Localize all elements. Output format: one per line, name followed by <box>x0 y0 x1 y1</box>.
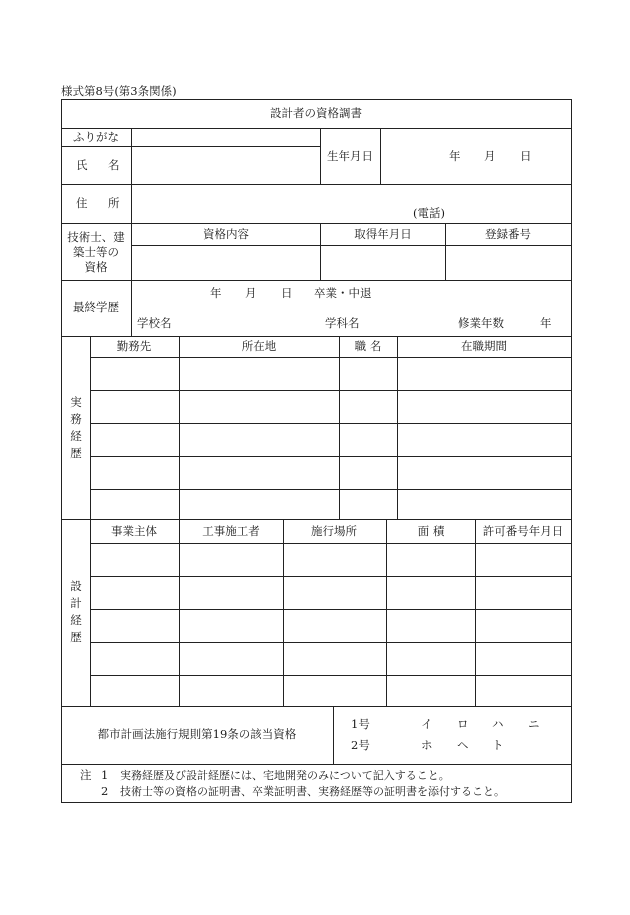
furigana-label: ふりがな <box>73 130 119 144</box>
work-header-employer: 勤務先 <box>116 339 152 353</box>
qualification-col-reg: 登録番号 <box>485 227 531 241</box>
qualification-col-date: 取得年月日 <box>354 227 412 241</box>
work-header-position: 職 名 <box>354 339 382 353</box>
education-years: 修業年数 <box>458 316 504 330</box>
education-school: 学校名 <box>137 316 172 330</box>
eligibility-ni: ニ <box>528 717 540 731</box>
phone-label: (電話) <box>413 206 445 220</box>
eligibility-to: ト <box>492 738 504 752</box>
work-header-period: 在職期間 <box>461 339 507 353</box>
form-number: 様式第8号(第3条関係) <box>61 84 177 98</box>
education-label: 最終学歴 <box>73 300 119 314</box>
work-history-side-2: 務 <box>70 412 82 426</box>
education-day: 日 <box>281 286 293 300</box>
qualification-col-content: 資格内容 <box>203 227 249 241</box>
eligibility-no2: 2号 <box>351 738 370 752</box>
address-label-2: 所 <box>108 196 120 210</box>
work-header-location: 所在地 <box>241 339 277 353</box>
note-1-text: 実務経歴及び設計経歴には、宅地開発のみについて記入すること。 <box>120 769 450 782</box>
birthdate-month: 月 <box>484 149 496 163</box>
note-2-number: 2 <box>101 784 109 798</box>
education-month: 月 <box>245 286 257 300</box>
education-year: 年 <box>210 286 222 300</box>
design-header-owner: 事業主体 <box>111 524 157 538</box>
qualification-label-2: 築士等の <box>73 245 119 259</box>
note-2-text: 技術士等の資格の証明書、卒業証明書、実務経歴等の証明書を添付すること。 <box>120 785 505 798</box>
education-years-unit: 年 <box>540 316 552 330</box>
work-history-side-3: 経 <box>70 429 82 443</box>
qualification-label-1: 技術士、建 <box>67 230 125 244</box>
design-history-side-3: 経 <box>70 613 82 627</box>
design-header-permit: 許可番号年月日 <box>482 524 564 538</box>
notes-prefix: 注 <box>80 768 92 782</box>
address-label-1: 住 <box>76 196 88 210</box>
eligibility-no1: 1号 <box>351 717 370 731</box>
name-label-2: 名 <box>108 158 120 172</box>
design-history-side-1: 設 <box>70 579 82 593</box>
eligibility-he: ヘ <box>457 738 469 752</box>
work-history-side-1: 実 <box>70 395 82 409</box>
work-history-side-4: 歴 <box>70 446 82 460</box>
birthdate-year: 年 <box>449 149 461 163</box>
eligibility-ho: ホ <box>421 738 433 752</box>
design-header-area: 面 積 <box>417 524 445 538</box>
education-department: 学科名 <box>325 316 360 330</box>
eligibility-i: イ <box>421 717 433 731</box>
qualification-label-3: 資格 <box>84 260 108 274</box>
design-header-site: 施行場所 <box>311 524 357 538</box>
design-header-contractor: 工事施工者 <box>202 524 260 538</box>
form-title: 設計者の資格調書 <box>270 106 362 120</box>
eligibility-ha: ハ <box>492 717 504 731</box>
birthdate-label: 生年月日 <box>327 149 373 163</box>
note-1-number: 1 <box>101 768 109 782</box>
design-history-side-4: 歴 <box>70 630 82 644</box>
design-history-side-2: 計 <box>70 596 82 610</box>
eligibility-ro: ロ <box>457 717 469 731</box>
eligibility-label: 都市計画法施行規則第19条の該当資格 <box>97 727 297 741</box>
birthdate-day: 日 <box>520 149 532 163</box>
form-frame <box>62 100 572 803</box>
name-label-1: 氏 <box>76 158 88 172</box>
education-grad-status: 卒業・中退 <box>314 286 372 300</box>
